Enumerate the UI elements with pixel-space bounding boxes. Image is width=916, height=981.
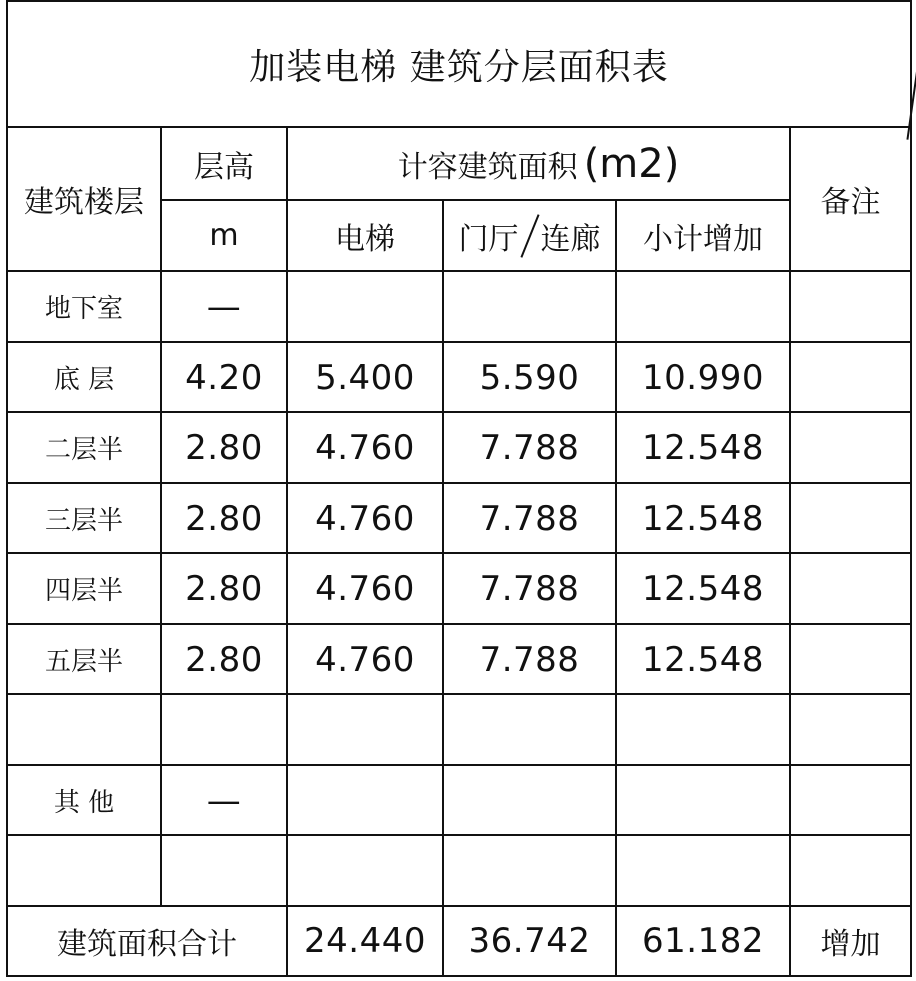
cell-subtotal xyxy=(617,272,789,341)
cell-elevator: 4.760 xyxy=(315,498,415,539)
slash-divider xyxy=(520,214,539,257)
total-label: 建筑面积合计 xyxy=(57,927,237,962)
cell-subtotal xyxy=(617,766,789,835)
cell-height: 2.80 xyxy=(185,568,263,609)
header-area-unit: (m2) xyxy=(583,140,680,187)
cell-floor xyxy=(8,836,160,905)
cell-elevator xyxy=(288,272,442,341)
cell-subtotal xyxy=(617,836,789,905)
cell-height: 2.80 xyxy=(185,639,263,680)
cell-hall: 7.788 xyxy=(479,639,580,680)
cell-floor: 四层半 xyxy=(44,576,123,606)
table-title: 加装电梯 建筑分层面积表 xyxy=(249,46,669,88)
header-hall xyxy=(444,201,615,270)
header-hall-a: 门厅 xyxy=(458,221,519,257)
cell-height xyxy=(162,695,286,764)
cell-subtotal xyxy=(617,695,789,764)
cell-subtotal: 12.548 xyxy=(642,498,764,539)
header-area-group xyxy=(288,128,789,199)
cell-remark xyxy=(791,484,910,553)
cell-elevator xyxy=(288,766,442,835)
cell-elevator xyxy=(288,836,442,905)
total-elevator: 24.440 xyxy=(304,921,426,961)
cell-floor: 其 他 xyxy=(53,788,115,818)
header-floor: 建筑楼层 xyxy=(24,185,144,220)
total-remark: 增加 xyxy=(820,927,881,962)
cell-floor: 二层半 xyxy=(44,435,123,465)
cell-height: — xyxy=(206,286,242,327)
cell-elevator xyxy=(288,695,442,764)
rule-bottom xyxy=(6,975,912,977)
header-hall-b: 连廊 xyxy=(540,221,601,257)
cell-elevator: 4.760 xyxy=(315,639,415,680)
cell-hall: 7.788 xyxy=(479,427,580,468)
header-subtotal: 小计增加 xyxy=(643,221,763,257)
cell-remark xyxy=(791,554,910,623)
cell-subtotal: 12.548 xyxy=(642,639,764,680)
cell-subtotal: 10.990 xyxy=(642,357,764,398)
cell-remark xyxy=(791,272,910,341)
cell-height: 4.20 xyxy=(185,357,263,398)
cell-hall: 5.590 xyxy=(479,357,580,398)
cell-height xyxy=(162,836,286,905)
rule-right xyxy=(910,0,912,977)
cell-hall xyxy=(444,766,615,835)
cell-height: 2.80 xyxy=(185,427,263,468)
cell-subtotal: 12.548 xyxy=(642,427,764,468)
header-remark: 备注 xyxy=(820,185,881,220)
total-hall: 36.742 xyxy=(468,921,591,961)
cell-hall: 7.788 xyxy=(479,568,580,609)
cell-floor xyxy=(8,695,160,764)
cell-elevator: 4.760 xyxy=(315,427,415,468)
header-height: 层高 xyxy=(194,149,254,185)
cell-remark xyxy=(791,766,910,835)
cell-remark xyxy=(791,695,910,764)
header-area-label: 计容建筑面积 xyxy=(397,149,578,185)
total-subtotal: 61.182 xyxy=(642,921,764,961)
cell-floor: 底 层 xyxy=(53,365,115,395)
cell-elevator: 4.760 xyxy=(315,568,415,609)
cell-height: 2.80 xyxy=(185,498,263,539)
cell-height: — xyxy=(206,780,242,821)
header-height-unit: m xyxy=(209,218,239,253)
cell-floor: 五层半 xyxy=(44,647,123,677)
cell-subtotal: 12.548 xyxy=(642,568,764,609)
cell-hall xyxy=(444,272,615,341)
cell-remark xyxy=(791,836,910,905)
cell-remark xyxy=(791,413,910,482)
cell-remark xyxy=(791,625,910,694)
cell-floor: 地下室 xyxy=(44,294,123,324)
cell-remark xyxy=(791,343,910,412)
cell-hall: 7.788 xyxy=(479,498,580,539)
cell-floor: 三层半 xyxy=(44,506,123,536)
cell-elevator: 5.400 xyxy=(315,357,415,398)
header-elevator: 电梯 xyxy=(335,221,395,257)
cell-hall xyxy=(444,695,615,764)
cell-hall xyxy=(444,836,615,905)
